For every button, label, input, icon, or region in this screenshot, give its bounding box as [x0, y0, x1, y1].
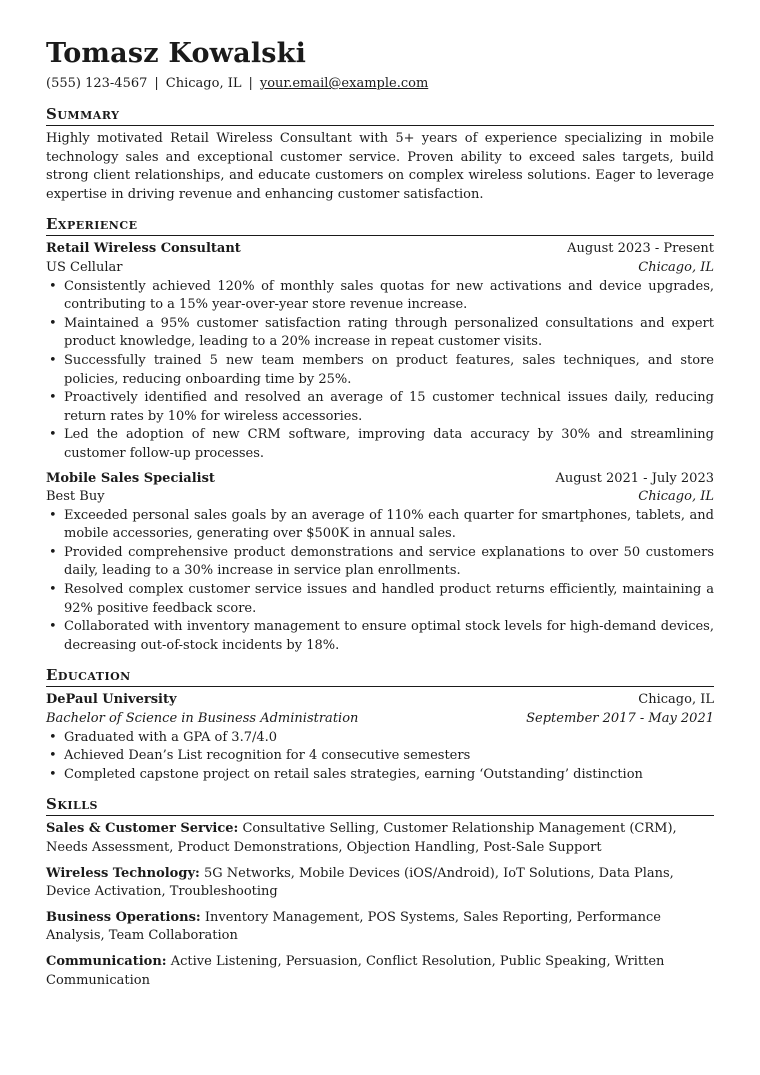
list-item: • Exceeded personal sales goals by an average of 110% each quarter for smartphones, tablets, and mobile accessories, generating over $500K in annual sales.: [46, 507, 714, 544]
email-link[interactable]: your.email@example.com: [259, 76, 429, 91]
job-dates: August 2023 - Present: [567, 241, 714, 257]
phone-number: (555) 123-4567: [46, 76, 148, 91]
job-role: Mobile Sales Specialist: [46, 470, 215, 486]
skill-category: Communication:: [46, 953, 167, 969]
location: Chicago, IL: [165, 76, 242, 91]
job-entry: [46, 470, 714, 656]
job-company: US Cellular: [46, 259, 123, 275]
list-item: • Provided comprehensive product demonstrations and service explanations to over 50 customers daily, leading to a 30% increase in service plan enrollments.: [46, 544, 714, 581]
job-dates: August 2021 - July 2023: [555, 470, 714, 486]
list-item: • Proactively identified and resolved an average of 15 customer technical issues daily, reducing return rates by 10% for wireless accessories.: [46, 389, 714, 426]
job-bullets: [46, 278, 714, 464]
skill-group: [46, 909, 714, 946]
contact-line: [46, 74, 714, 94]
skill-items: Consultative Selling, Customer Relationship Management (CRM), Needs Assessment, Product Demonstrations, Objection Handling, Post-Sale Support: [46, 821, 677, 855]
candidate-name: Tomasz Kowalski: [46, 38, 307, 69]
skill-items: Inventory Management, POS Systems, Sales Reporting, Performance Analysis, Team Collaboration: [46, 909, 662, 944]
education-bullets: [46, 729, 714, 785]
job-bullets: [46, 507, 714, 656]
skill-items: Active Listening, Persuasion, Conflict Resolution, Public Speaking, Written Communication: [46, 953, 665, 988]
degree: Bachelor of Science in Business Administration: [46, 711, 359, 727]
list-item: • Consistently achieved 120% of monthly sales quotas for new activations and device upgrades, contributing to a 15% year-over-year store revenue increase.: [46, 278, 714, 315]
job-location: Chicago, IL: [638, 259, 714, 275]
list-item: • Led the adoption of new CRM software, improving data accuracy by 30% and streamlining customer follow-up processes.: [46, 426, 714, 463]
skill-category: Wireless Technology:: [46, 865, 200, 881]
job-entry: [46, 240, 714, 463]
list-item: • Successfully trained 5 new team members on product features, sales techniques, and store policies, reducing onboarding time by 25%.: [46, 352, 714, 389]
skill-category: Business Operations:: [46, 909, 201, 925]
list-item: • Collaborated with inventory management to ensure optimal stock levels for high-demand devices, decreasing out-of-stock incidents by 18%.: [46, 618, 714, 655]
school-location: Chicago, IL: [638, 692, 714, 708]
section-title-skills: Skills: [46, 794, 714, 816]
section-title-education: Education: [46, 665, 714, 687]
list-item: • Achieved Dean’s List recognition for 4 consecutive semesters: [46, 747, 714, 766]
job-location: Chicago, IL: [638, 489, 714, 505]
education-dates: September 2017 - May 2021: [526, 711, 714, 727]
school-name: DePaul University: [46, 692, 177, 708]
skill-group: [46, 820, 714, 857]
list-item: • Graduated with a GPA of 3.7/4.0: [46, 729, 714, 748]
skill-group: [46, 865, 714, 902]
skill-group: [46, 953, 714, 990]
section-title-summary: Summary: [46, 104, 714, 126]
skill-category: Sales & Customer Service:: [46, 821, 239, 837]
list-item: • Completed capstone project on retail sales strategies, earning ‘Outstanding’ distinction: [46, 766, 714, 785]
contact-separator: |: [154, 76, 159, 91]
skill-items: 5G Networks, Mobile Devices (iOS/Android), IoT Solutions, Data Plans, Device Activation, Troubleshooting: [46, 865, 674, 900]
contact-separator: |: [248, 76, 253, 91]
job-role: Retail Wireless Consultant: [46, 241, 241, 257]
list-item: • Resolved complex customer service issues and handled product returns efficiently, maintaining a 92% positive feedback score.: [46, 581, 714, 618]
list-item: • Maintained a 95% customer satisfaction rating through personalized consultations and expert product knowledge, leading to a 20% increase in repeat customer visits.: [46, 315, 714, 352]
summary-text: Highly motivated Retail Wireless Consultant with 5+ years of experience specializing in mobile technology sales and exceptional customer service. Proven ability to exceed sales targets, build strong client relationships, and educate customers on complex wireless solutions. Eager to leverage expertise in driving revenue and enhancing customer satisfaction.: [46, 131, 714, 202]
job-company: Best Buy: [46, 489, 105, 505]
education-entry: [46, 691, 714, 784]
section-title-experience: Experience: [46, 214, 714, 236]
